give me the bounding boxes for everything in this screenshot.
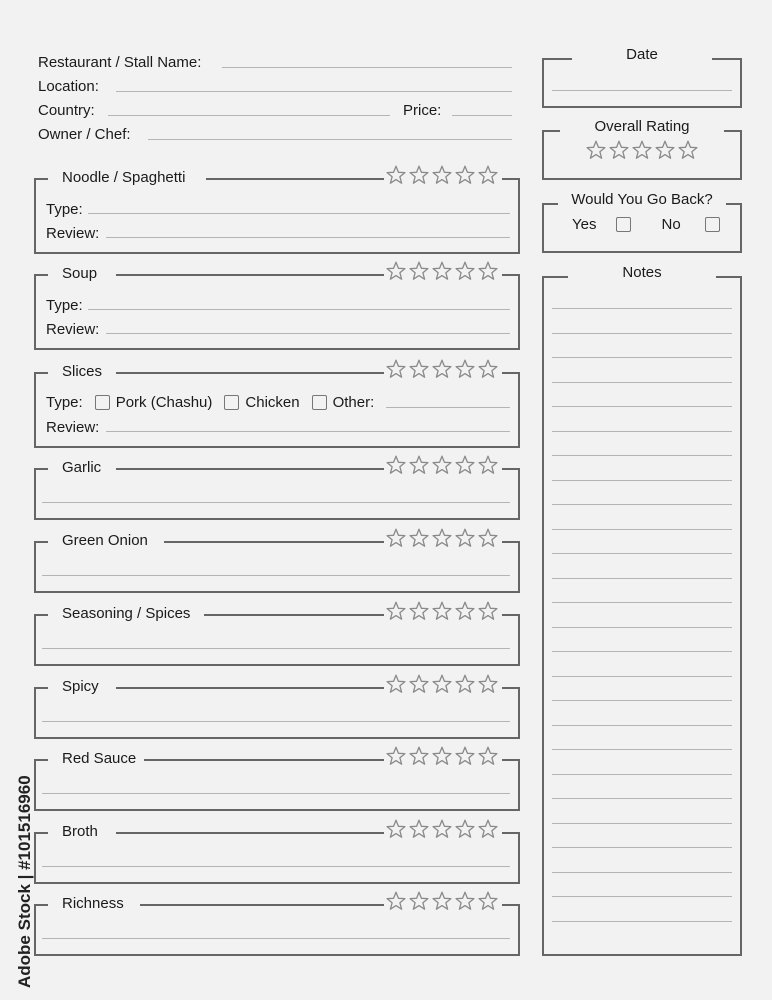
review-line[interactable]: [106, 237, 510, 238]
star-icon[interactable]: [432, 674, 452, 694]
star-icon[interactable]: [432, 455, 452, 475]
type-label: Type:: [46, 394, 83, 411]
section-title: Garlic: [62, 459, 102, 476]
notes-line[interactable]: [552, 921, 732, 922]
watermark: [8, 760, 38, 990]
notes-line[interactable]: [552, 725, 732, 726]
location-line[interactable]: [116, 91, 512, 92]
star-rating[interactable]: [386, 528, 498, 548]
star-icon[interactable]: [678, 140, 698, 160]
go-back-title: Would You Go Back?: [571, 191, 713, 208]
country-label: Country:: [38, 102, 95, 119]
star-icon[interactable]: [655, 140, 675, 160]
comment-line[interactable]: [42, 793, 510, 794]
other-line[interactable]: [386, 407, 510, 408]
star-rating[interactable]: [386, 165, 498, 185]
star-rating[interactable]: [386, 359, 498, 379]
section-soup: [34, 265, 520, 350]
comment-line[interactable]: [42, 575, 510, 576]
section-title: Green Onion: [62, 532, 148, 549]
chicken-option-label: Chicken: [245, 394, 300, 411]
notes-line[interactable]: [552, 578, 732, 579]
no-checkbox[interactable]: [705, 217, 720, 232]
notes-line[interactable]: [552, 823, 732, 824]
star-icon[interactable]: [455, 165, 475, 185]
star-icon[interactable]: [386, 455, 406, 475]
notes-box: [542, 264, 742, 956]
review-label: Review:: [46, 321, 100, 338]
owner-label: Owner / Chef:: [38, 126, 131, 143]
no-label: No: [661, 216, 681, 233]
star-rating[interactable]: [386, 674, 498, 694]
type-label: Type:: [46, 201, 83, 218]
section-title: Broth: [62, 823, 98, 840]
star-icon[interactable]: [478, 165, 498, 185]
section-title: Soup: [62, 265, 98, 282]
notes-lines[interactable]: [552, 276, 732, 954]
price-label: Price:: [403, 102, 442, 119]
notes-title: Notes: [622, 264, 662, 281]
star-icon[interactable]: [386, 261, 406, 281]
notes-line[interactable]: [552, 896, 732, 897]
notes-line[interactable]: [552, 333, 732, 334]
restaurant-label: Restaurant / Stall Name:: [38, 54, 202, 71]
star-icon[interactable]: [409, 746, 429, 766]
type-line[interactable]: [88, 213, 510, 214]
star-icon[interactable]: [386, 819, 406, 839]
notes-line[interactable]: [552, 627, 732, 628]
review-label: Review:: [46, 419, 100, 436]
star-rating[interactable]: [386, 819, 498, 839]
star-icon[interactable]: [409, 891, 429, 911]
star-icon[interactable]: [478, 528, 498, 548]
notes-line[interactable]: [552, 431, 732, 432]
star-icon[interactable]: [432, 528, 452, 548]
star-icon[interactable]: [409, 528, 429, 548]
section-broth: [34, 823, 520, 884]
star-icon[interactable]: [432, 891, 452, 911]
star-icon[interactable]: [455, 601, 475, 621]
star-rating[interactable]: [386, 746, 498, 766]
star-rating[interactable]: [386, 601, 498, 621]
other-checkbox[interactable]: [312, 395, 327, 410]
notes-line[interactable]: [552, 749, 732, 750]
pork-option-label: Pork (Chashu): [115, 394, 213, 411]
star-icon[interactable]: [409, 165, 429, 185]
section-title: Richness: [62, 895, 124, 912]
overall-rating-box: [542, 118, 742, 180]
star-icon[interactable]: [609, 140, 629, 160]
star-icon[interactable]: [386, 528, 406, 548]
star-icon[interactable]: [386, 891, 406, 911]
star-icon[interactable]: [432, 819, 452, 839]
section-title: Spicy: [62, 678, 99, 695]
star-icon[interactable]: [478, 601, 498, 621]
section-title: Slices: [62, 363, 103, 380]
notes-line[interactable]: [552, 553, 732, 554]
section-seasoning: [34, 605, 520, 666]
notes-line[interactable]: [552, 847, 732, 848]
star-icon[interactable]: [386, 746, 406, 766]
star-icon[interactable]: [409, 261, 429, 281]
star-rating[interactable]: [586, 140, 698, 160]
notes-line[interactable]: [552, 872, 732, 873]
review-line[interactable]: [106, 333, 510, 334]
star-icon[interactable]: [409, 674, 429, 694]
review-line[interactable]: [106, 431, 510, 432]
star-rating[interactable]: [386, 455, 498, 475]
notes-line[interactable]: [552, 308, 732, 309]
date-title: Date: [626, 46, 658, 63]
section-slices: [34, 363, 520, 448]
notes-line[interactable]: [552, 357, 732, 358]
notes-line[interactable]: [552, 700, 732, 701]
yes-label: Yes: [572, 216, 597, 233]
country-line[interactable]: [108, 115, 390, 116]
star-icon[interactable]: [432, 601, 452, 621]
notes-line[interactable]: [552, 651, 732, 652]
star-icon[interactable]: [478, 359, 498, 379]
star-icon[interactable]: [432, 165, 452, 185]
notes-line[interactable]: [552, 455, 732, 456]
star-icon[interactable]: [432, 359, 452, 379]
star-icon[interactable]: [478, 891, 498, 911]
section-red-sauce: [34, 750, 520, 811]
notes-line[interactable]: [552, 798, 732, 799]
restaurant-name-line[interactable]: [222, 67, 512, 68]
go-back-box: [542, 191, 742, 253]
star-icon[interactable]: [478, 674, 498, 694]
comment-line[interactable]: [42, 648, 510, 649]
star-icon[interactable]: [455, 455, 475, 475]
star-icon[interactable]: [455, 261, 475, 281]
other-option-label: Other:: [332, 394, 375, 411]
comment-line[interactable]: [42, 721, 510, 722]
star-icon[interactable]: [409, 359, 429, 379]
notes-line[interactable]: [552, 504, 732, 505]
star-icon[interactable]: [386, 601, 406, 621]
notes-line[interactable]: [552, 406, 732, 407]
star-icon[interactable]: [455, 746, 475, 766]
notes-line[interactable]: [552, 529, 732, 530]
comment-line[interactable]: [42, 502, 510, 503]
watermark-text: Adobe Stock | #101516960: [15, 775, 34, 988]
star-icon[interactable]: [455, 819, 475, 839]
owner-line[interactable]: [148, 139, 512, 140]
notes-line[interactable]: [552, 480, 732, 481]
star-icon[interactable]: [478, 819, 498, 839]
star-icon[interactable]: [432, 746, 452, 766]
star-icon[interactable]: [455, 359, 475, 379]
date-line[interactable]: [552, 90, 732, 91]
star-icon[interactable]: [455, 674, 475, 694]
star-icon[interactable]: [586, 140, 606, 160]
star-rating[interactable]: [386, 891, 498, 911]
review-label: Review:: [46, 225, 100, 242]
yes-checkbox[interactable]: [616, 217, 631, 232]
comment-line[interactable]: [42, 866, 510, 867]
star-icon[interactable]: [409, 601, 429, 621]
notes-line[interactable]: [552, 382, 732, 383]
star-icon[interactable]: [455, 891, 475, 911]
slices-type-row: [46, 394, 374, 411]
pork-checkbox[interactable]: [95, 395, 110, 410]
section-title: Red Sauce: [62, 750, 137, 767]
go-back-options: [572, 216, 720, 233]
chicken-checkbox[interactable]: [224, 395, 239, 410]
star-icon[interactable]: [455, 528, 475, 548]
star-icon[interactable]: [632, 140, 652, 160]
star-icon[interactable]: [409, 455, 429, 475]
section-noodle: [34, 169, 520, 254]
section-garlic: [34, 459, 520, 520]
section-richness: [34, 895, 520, 956]
star-icon[interactable]: [386, 674, 406, 694]
section-title: Noodle / Spaghetti: [62, 169, 186, 186]
notes-line[interactable]: [552, 676, 732, 677]
type-line[interactable]: [88, 309, 510, 310]
price-line[interactable]: [452, 115, 512, 116]
notes-line[interactable]: [552, 774, 732, 775]
star-icon[interactable]: [478, 261, 498, 281]
comment-line[interactable]: [42, 938, 510, 939]
section-spicy: [34, 678, 520, 739]
section-title: Seasoning / Spices: [62, 605, 191, 622]
star-rating[interactable]: [386, 261, 498, 281]
section-green-onion: [34, 532, 520, 593]
type-label: Type:: [46, 297, 83, 314]
overall-rating-title: Overall Rating: [594, 118, 690, 135]
star-icon[interactable]: [386, 359, 406, 379]
notes-line[interactable]: [552, 602, 732, 603]
location-label: Location:: [38, 78, 99, 95]
date-box: [542, 46, 742, 108]
star-icon[interactable]: [478, 455, 498, 475]
star-icon[interactable]: [432, 261, 452, 281]
star-icon[interactable]: [386, 165, 406, 185]
star-icon[interactable]: [409, 819, 429, 839]
star-icon[interactable]: [478, 746, 498, 766]
